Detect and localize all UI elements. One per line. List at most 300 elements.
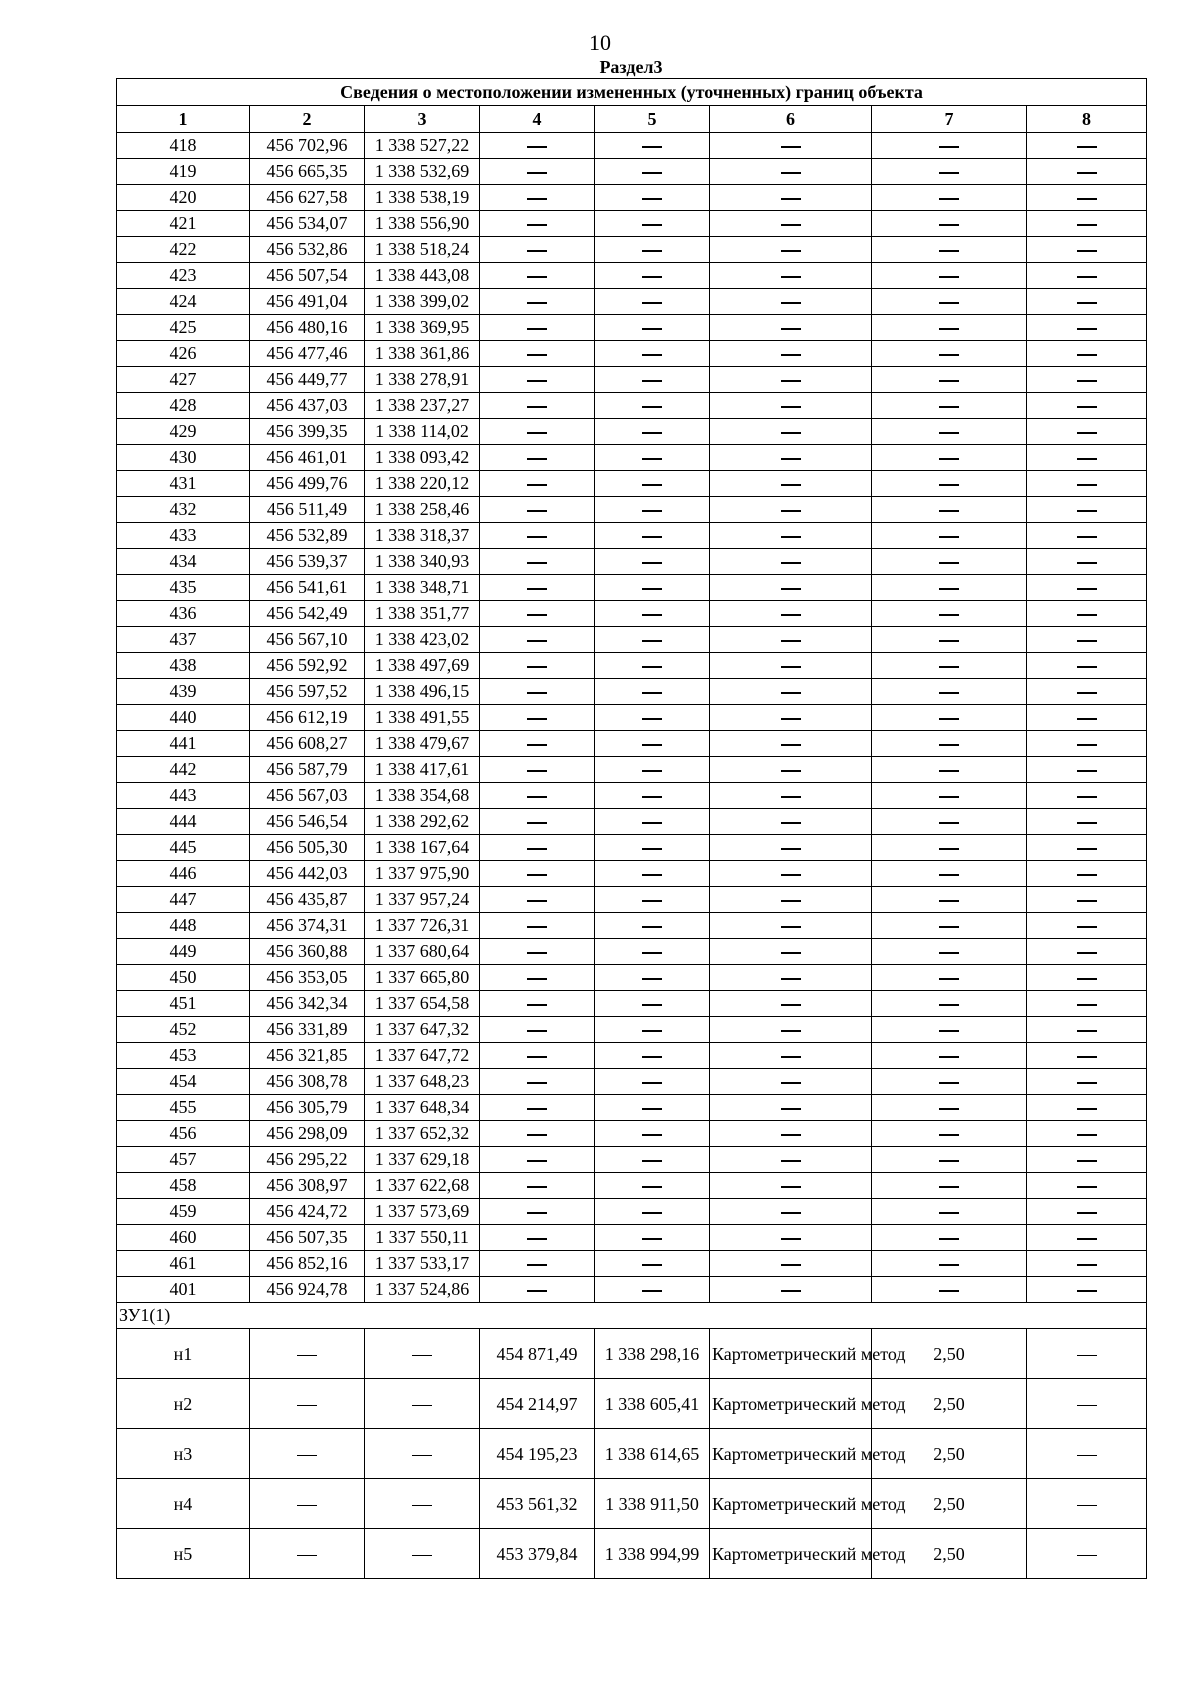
table-row [117, 263, 1147, 289]
empty-cell [480, 679, 595, 705]
column-header: 4 [480, 106, 595, 133]
empty-cell [1027, 549, 1147, 575]
dash-mark [1077, 1505, 1097, 1507]
dash-mark [939, 718, 959, 720]
point-number: 450 [117, 965, 250, 991]
coordinate-x: 456 308,97 [250, 1173, 365, 1199]
dash-mark [1077, 926, 1097, 928]
coordinate-y: 1 337 647,32 [365, 1017, 480, 1043]
empty-cell [710, 705, 872, 731]
empty-cell [872, 601, 1027, 627]
dash-mark [642, 770, 662, 772]
dash-mark [527, 172, 547, 174]
dash-mark [781, 666, 801, 668]
empty-cell [710, 653, 872, 679]
dash-mark [781, 952, 801, 954]
group-row [117, 1303, 1147, 1329]
dash-mark [642, 978, 662, 980]
dash-mark [1077, 1455, 1097, 1457]
empty-cell [710, 627, 872, 653]
dash-mark [939, 744, 959, 746]
coordinate-x: 456 592,92 [250, 653, 365, 679]
empty-cell [710, 965, 872, 991]
point-number: 437 [117, 627, 250, 653]
empty-cell [1027, 991, 1147, 1017]
point-number: 440 [117, 705, 250, 731]
dash-mark [939, 172, 959, 174]
dash-mark [939, 1238, 959, 1240]
empty-cell [1027, 913, 1147, 939]
coordinate-x: 456 442,03 [250, 861, 365, 887]
dash-mark [1077, 1056, 1097, 1058]
dash-mark [1077, 250, 1097, 252]
empty-cell [872, 419, 1027, 445]
point-number: 451 [117, 991, 250, 1017]
dash-mark [939, 198, 959, 200]
point-number: 459 [117, 1199, 250, 1225]
dash-mark [642, 224, 662, 226]
dash-mark [527, 666, 547, 668]
empty-cell [595, 1225, 710, 1251]
empty-cell [1027, 1147, 1147, 1173]
dash-mark [642, 354, 662, 356]
point-number: 419 [117, 159, 250, 185]
empty-cell [710, 913, 872, 939]
empty-cell [595, 1147, 710, 1173]
dash-mark [527, 770, 547, 772]
coordinate-y: 1 338 114,02 [365, 419, 480, 445]
dash-mark [939, 562, 959, 564]
empty-cell [710, 809, 872, 835]
empty-cell [480, 705, 595, 731]
dash-mark [939, 900, 959, 902]
empty-cell [480, 575, 595, 601]
empty-cell [1027, 1429, 1147, 1479]
dash-mark [1077, 978, 1097, 980]
table-row [117, 341, 1147, 367]
dash-mark [1077, 1212, 1097, 1214]
coordinate-y: 1 338 994,99 [595, 1529, 710, 1579]
empty-cell [595, 1277, 710, 1303]
method: Картометрический метод [710, 1329, 872, 1379]
point-number: 455 [117, 1095, 250, 1121]
dash-mark [1077, 276, 1097, 278]
dash-mark [939, 276, 959, 278]
coordinate-y: 1 338 496,15 [365, 679, 480, 705]
dash-mark [781, 198, 801, 200]
dash-mark [1077, 640, 1097, 642]
empty-cell [872, 783, 1027, 809]
coordinate-x: 456 480,16 [250, 315, 365, 341]
dash-mark [642, 302, 662, 304]
empty-cell [595, 627, 710, 653]
dash-mark [1077, 692, 1097, 694]
empty-cell [480, 913, 595, 939]
empty-cell [872, 445, 1027, 471]
empty-cell [1027, 1121, 1147, 1147]
coordinate-y: 1 337 573,69 [365, 1199, 480, 1225]
empty-cell [872, 965, 1027, 991]
empty-cell [710, 497, 872, 523]
coordinate-y: 1 338 369,95 [365, 315, 480, 341]
dash-mark [527, 1134, 547, 1136]
empty-cell [595, 705, 710, 731]
empty-cell [1027, 705, 1147, 731]
table-row [117, 367, 1147, 393]
empty-cell [1027, 809, 1147, 835]
column-header: 2 [250, 106, 365, 133]
empty-cell [595, 315, 710, 341]
table-row [117, 289, 1147, 315]
dash-mark [781, 1212, 801, 1214]
table-row [117, 549, 1147, 575]
empty-cell [480, 237, 595, 263]
table-row [117, 211, 1147, 237]
dash-mark [781, 692, 801, 694]
dash-mark [939, 978, 959, 980]
coordinate-x: 456 924,78 [250, 1277, 365, 1303]
empty-cell [480, 809, 595, 835]
dash-mark [412, 1455, 432, 1457]
dash-mark [527, 354, 547, 356]
empty-cell [1027, 1529, 1147, 1579]
empty-cell [595, 913, 710, 939]
empty-cell [710, 159, 872, 185]
empty-cell [1027, 731, 1147, 757]
coordinate-y: 1 338 556,90 [365, 211, 480, 237]
dash-mark [642, 146, 662, 148]
empty-cell [480, 1277, 595, 1303]
coordinate-x: 456 608,27 [250, 731, 365, 757]
coordinate-y: 1 337 524,86 [365, 1277, 480, 1303]
coordinate-y: 1 338 479,67 [365, 731, 480, 757]
dash-mark [527, 1264, 547, 1266]
table-row [117, 601, 1147, 627]
dash-mark [781, 874, 801, 876]
table-row [117, 1147, 1147, 1173]
coordinate-y: 1 338 278,91 [365, 367, 480, 393]
method: Картометрический метод [710, 1379, 872, 1429]
coordinate-x: 456 374,31 [250, 913, 365, 939]
dash-mark [642, 1082, 662, 1084]
empty-cell [1027, 1043, 1147, 1069]
empty-cell [710, 1277, 872, 1303]
coordinate-x: 456 321,85 [250, 1043, 365, 1069]
dash-mark [527, 978, 547, 980]
empty-cell [595, 731, 710, 757]
point-number: 421 [117, 211, 250, 237]
empty-cell [1027, 289, 1147, 315]
dash-mark [527, 900, 547, 902]
empty-cell [480, 757, 595, 783]
coordinate-y: 1 338 354,68 [365, 783, 480, 809]
empty-cell [872, 341, 1027, 367]
point-number: 422 [117, 237, 250, 263]
dash-mark [1077, 354, 1097, 356]
empty-cell [595, 393, 710, 419]
empty-cell [480, 965, 595, 991]
empty-cell [710, 393, 872, 419]
dash-mark [781, 328, 801, 330]
table-row [117, 523, 1147, 549]
coordinate-y: 1 338 361,86 [365, 341, 480, 367]
dash-mark [939, 380, 959, 382]
dash-mark [939, 770, 959, 772]
dash-mark [781, 302, 801, 304]
point-number: 445 [117, 835, 250, 861]
dash-mark [781, 1238, 801, 1240]
empty-cell [480, 393, 595, 419]
empty-cell [595, 783, 710, 809]
column-header: 3 [365, 106, 480, 133]
empty-cell [595, 471, 710, 497]
empty-cell [1027, 783, 1147, 809]
dash-mark [527, 432, 547, 434]
empty-cell [1027, 1379, 1147, 1429]
empty-cell [710, 367, 872, 393]
empty-cell [480, 549, 595, 575]
dash-mark [642, 380, 662, 382]
table-row [117, 913, 1147, 939]
empty-cell [1027, 1251, 1147, 1277]
empty-cell [872, 549, 1027, 575]
coordinate-x: 456 542,49 [250, 601, 365, 627]
empty-cell [480, 783, 595, 809]
dash-mark [527, 588, 547, 590]
coordinate-y: 1 337 652,32 [365, 1121, 480, 1147]
table-row [117, 575, 1147, 601]
coordinate-x: 456 567,10 [250, 627, 365, 653]
empty-cell [872, 809, 1027, 835]
dash-mark [642, 926, 662, 928]
dash-mark [527, 380, 547, 382]
dash-mark [781, 744, 801, 746]
dash-mark [412, 1555, 432, 1557]
dash-mark [527, 406, 547, 408]
dash-mark [1077, 1160, 1097, 1162]
point-number: 454 [117, 1069, 250, 1095]
table-row [117, 887, 1147, 913]
page-number: 10 [589, 30, 611, 55]
point-number: 452 [117, 1017, 250, 1043]
coordinate-x: 456 505,30 [250, 835, 365, 861]
table-row [117, 1277, 1147, 1303]
empty-cell [595, 523, 710, 549]
dash-mark [527, 796, 547, 798]
dash-mark [781, 276, 801, 278]
dash-mark [642, 1264, 662, 1266]
coordinate-y: 1 337 665,80 [365, 965, 480, 991]
coordinate-x: 456 534,07 [250, 211, 365, 237]
empty-cell [480, 159, 595, 185]
group-label: ЗУ1(1) [117, 1303, 1147, 1329]
dash-mark [781, 978, 801, 980]
empty-cell [710, 1251, 872, 1277]
dash-mark [527, 458, 547, 460]
dash-mark [781, 458, 801, 460]
point-number: 424 [117, 289, 250, 315]
coordinate-x: 453 561,32 [480, 1479, 595, 1529]
method: Картометрический метод [710, 1479, 872, 1529]
column-header: 1 [117, 106, 250, 133]
table-row [117, 861, 1147, 887]
empty-cell [710, 237, 872, 263]
dash-mark [1077, 562, 1097, 564]
empty-cell [365, 1329, 480, 1379]
empty-cell [480, 523, 595, 549]
empty-cell [595, 237, 710, 263]
dash-mark [939, 536, 959, 538]
dash-mark [781, 224, 801, 226]
empty-cell [872, 757, 1027, 783]
point-number: 426 [117, 341, 250, 367]
empty-cell [710, 471, 872, 497]
empty-cell [1027, 419, 1147, 445]
point-number: 436 [117, 601, 250, 627]
empty-cell [710, 419, 872, 445]
coordinate-y: 1 338 351,77 [365, 601, 480, 627]
dash-mark [527, 744, 547, 746]
dash-mark [939, 952, 959, 954]
empty-cell [480, 263, 595, 289]
empty-cell [710, 757, 872, 783]
point-number: 434 [117, 549, 250, 575]
dash-mark [781, 380, 801, 382]
coordinate-x: 456 541,61 [250, 575, 365, 601]
coordinate-x: 456 435,87 [250, 887, 365, 913]
empty-cell [1027, 497, 1147, 523]
column-header: 5 [595, 106, 710, 133]
dash-mark [1077, 1290, 1097, 1292]
empty-cell [872, 185, 1027, 211]
empty-cell [365, 1529, 480, 1579]
table-title-row [117, 79, 1147, 106]
dash-mark [642, 484, 662, 486]
coordinate-x: 456 449,77 [250, 367, 365, 393]
dash-mark [939, 614, 959, 616]
dash-mark [939, 1030, 959, 1032]
empty-cell [595, 861, 710, 887]
empty-cell [365, 1379, 480, 1429]
dash-mark [939, 146, 959, 148]
empty-cell [250, 1429, 365, 1479]
dash-mark [642, 588, 662, 590]
empty-cell [710, 939, 872, 965]
empty-cell [872, 991, 1027, 1017]
coordinate-x: 456 702,96 [250, 133, 365, 159]
coordinate-y: 1 338 497,69 [365, 653, 480, 679]
empty-cell [1027, 1277, 1147, 1303]
coordinate-y: 1 338 532,69 [365, 159, 480, 185]
coordinate-x: 456 499,76 [250, 471, 365, 497]
empty-cell [1027, 185, 1147, 211]
point-number: 431 [117, 471, 250, 497]
empty-cell [480, 939, 595, 965]
coordinate-y: 1 338 527,22 [365, 133, 480, 159]
coordinate-x: 456 567,03 [250, 783, 365, 809]
coordinate-y: 1 338 423,02 [365, 627, 480, 653]
empty-cell [710, 1017, 872, 1043]
dash-mark [642, 796, 662, 798]
dash-mark [527, 198, 547, 200]
empty-cell [710, 211, 872, 237]
dash-mark [642, 562, 662, 564]
dash-mark [642, 692, 662, 694]
empty-cell [480, 341, 595, 367]
empty-cell [1027, 211, 1147, 237]
dash-mark [781, 926, 801, 928]
dash-mark [781, 1004, 801, 1006]
empty-cell [1027, 601, 1147, 627]
boundary-coordinates-table [116, 78, 1147, 1579]
dash-mark [939, 822, 959, 824]
coordinate-x: 456 532,89 [250, 523, 365, 549]
dash-mark [642, 198, 662, 200]
empty-cell [480, 1017, 595, 1043]
empty-cell [1027, 757, 1147, 783]
empty-cell [710, 1069, 872, 1095]
coordinate-x: 456 507,35 [250, 1225, 365, 1251]
dash-mark [781, 822, 801, 824]
table-row [117, 1069, 1147, 1095]
empty-cell [710, 835, 872, 861]
empty-cell [480, 185, 595, 211]
point-number: 461 [117, 1251, 250, 1277]
dash-mark [1077, 718, 1097, 720]
coordinate-y: 1 338 318,37 [365, 523, 480, 549]
dash-mark [1077, 406, 1097, 408]
dash-mark [1077, 796, 1097, 798]
empty-cell [872, 653, 1027, 679]
accuracy: 2,50 [872, 1329, 1027, 1379]
dash-mark [297, 1455, 317, 1457]
coordinate-x: 454 195,23 [480, 1429, 595, 1479]
dash-mark [1077, 952, 1097, 954]
empty-cell [1027, 523, 1147, 549]
coordinate-x: 453 379,84 [480, 1529, 595, 1579]
dash-mark [939, 588, 959, 590]
dash-mark [939, 692, 959, 694]
dash-mark [781, 146, 801, 148]
dash-mark [527, 1056, 547, 1058]
dash-mark [939, 1056, 959, 1058]
coordinate-x: 456 308,78 [250, 1069, 365, 1095]
point-number: 448 [117, 913, 250, 939]
empty-cell [595, 133, 710, 159]
point-number: 425 [117, 315, 250, 341]
dash-mark [527, 1186, 547, 1188]
point-number: 433 [117, 523, 250, 549]
point-number: 432 [117, 497, 250, 523]
table-row [117, 1429, 1147, 1479]
table-row [117, 757, 1147, 783]
table-row [117, 237, 1147, 263]
dash-mark [939, 510, 959, 512]
method: Картометрический метод [710, 1529, 872, 1579]
empty-cell [480, 1095, 595, 1121]
coordinate-x: 456 612,19 [250, 705, 365, 731]
point-number: н2 [117, 1379, 250, 1429]
dash-mark [1077, 1030, 1097, 1032]
empty-cell [480, 627, 595, 653]
empty-cell [595, 1199, 710, 1225]
coordinate-y: 1 337 957,24 [365, 887, 480, 913]
empty-cell [250, 1379, 365, 1429]
table-row [117, 1017, 1147, 1043]
dash-mark [642, 1160, 662, 1162]
dash-mark [642, 640, 662, 642]
empty-cell [480, 1225, 595, 1251]
